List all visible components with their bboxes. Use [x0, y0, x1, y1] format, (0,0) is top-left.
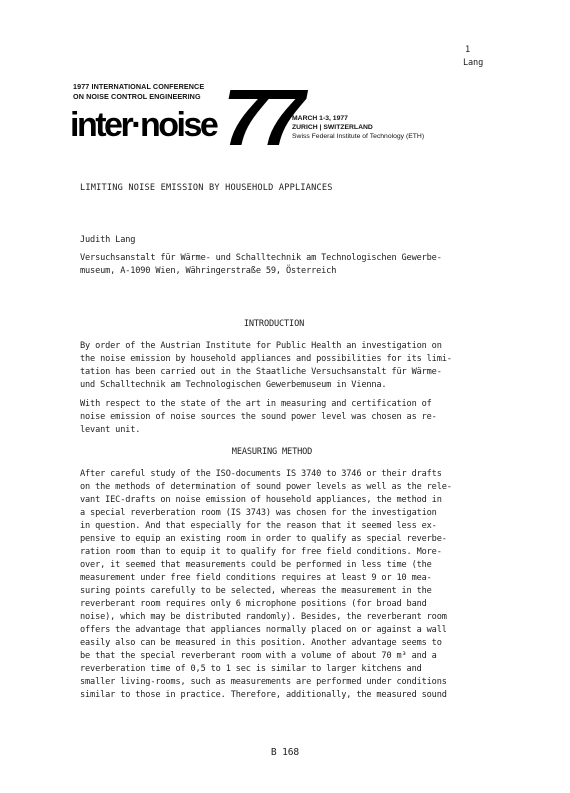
conference-institute: Swiss Federal Institute of Technology (ETH) — [292, 133, 425, 141]
text-line: After careful study of the ISO-documents IS 3740 to 3746 or their drafts — [80, 469, 442, 479]
text-line: noise), which may be distributed randomly). Besides, the reverberant room — [80, 612, 447, 622]
text-line: tation has been carried out in the Staatliche Versuchsanstalt für Wärme- — [80, 367, 442, 377]
measuring-method-paragraph — [80, 468, 500, 702]
text-line: easily also can be measured in this position. Another advantage seems to — [80, 638, 442, 648]
text-line: the noise emission by household appliances and possibilities for its limi- — [80, 354, 452, 364]
page-number — [463, 44, 523, 70]
conference-location: ZURICH | SWITZERLAND — [292, 124, 373, 132]
introduction-paragraph-1 — [80, 340, 500, 392]
text-line: With respect to the state of the art in measuring and certification of — [80, 399, 432, 409]
conference-dates: MARCH 1-3, 1977 — [292, 115, 348, 122]
affiliation-line: museum, A-1090 Wien, Währingerstraße 59, Österreich — [80, 266, 337, 276]
text-line: be that the special reverberant room with a volume of about 70 m³ and a — [80, 651, 437, 661]
text-line: ration room than to equip it to qualify for free field conditions. More- — [80, 547, 442, 557]
internoise-logo-number: 77 — [223, 73, 298, 162]
conference-meta — [292, 114, 424, 142]
section-heading-introduction: INTRODUCTION — [243, 319, 305, 329]
conference-line-1: 1977 INTERNATIONAL CONFERENCE — [73, 82, 205, 91]
page-footer-code: B 168 — [270, 747, 300, 758]
text-line: suring points carefully to be selected, whereas the measurement in the — [80, 586, 432, 596]
text-line: a special reverberation room (IS 3743) was chosen for the investigation — [80, 508, 437, 518]
author-affiliation — [80, 252, 500, 278]
affiliation-line: Versuchsanstalt für Wärme- und Schalltechnik am Technologischen Gewerbe- — [80, 253, 442, 263]
text-line: pensive to equip an existing room in order to qualify as special reverbe- — [80, 534, 447, 544]
text-line: similar to those in practice. Therefore, additionally, the measured sound — [80, 690, 447, 700]
text-line: noise emission of noise sources the sound power level was chosen as re- — [80, 412, 437, 422]
text-line: und Schalltechnik am Technologischen Gewerbemuseum in Vienna. — [80, 380, 387, 390]
text-line: By order of the Austrian Institute for Public Health an investigation on — [80, 341, 442, 351]
section-heading-measuring-method: MEASURING METHOD — [231, 447, 313, 457]
introduction-paragraph-2 — [80, 398, 500, 437]
text-line: reverberation time of 0,5 to 1 sec is similar to larger kitchens and — [80, 664, 422, 674]
conference-name — [73, 82, 204, 101]
text-line: reverberant room requires only 6 microphone positions (for broad band — [80, 599, 427, 609]
text-line: offers the advantage that appliances normally placed on or against a wall — [80, 625, 447, 635]
conference-line-2: ON NOISE CONTROL ENGINEERING — [73, 91, 201, 101]
text-line: levant unit. — [80, 425, 141, 435]
paper-title: LIMITING NOISE EMISSION BY HOUSEHOLD APPLIANCES — [80, 183, 333, 193]
text-line: measurement under free field conditions requires at least 9 or 10 mea- — [80, 573, 432, 583]
page-number-author: Lang — [463, 58, 484, 68]
text-line: vant IEC-drafts on noise emission of household appliances, the method in — [80, 495, 442, 505]
text-line: smaller living-rooms, such as measurements are performed under conditions — [80, 677, 447, 687]
paper-author: Judith Lang — [80, 235, 136, 245]
text-line: over, it seemed that measurements could be performed in less time (the — [80, 560, 432, 570]
page-number-value: 1 — [465, 45, 471, 55]
text-line: in question. And that especially for the reason that it seemed less ex- — [80, 521, 437, 531]
text-line: on the methods of determination of sound power levels as well as the rele- — [80, 482, 452, 492]
internoise-logo-word: inter·noise — [70, 106, 217, 144]
